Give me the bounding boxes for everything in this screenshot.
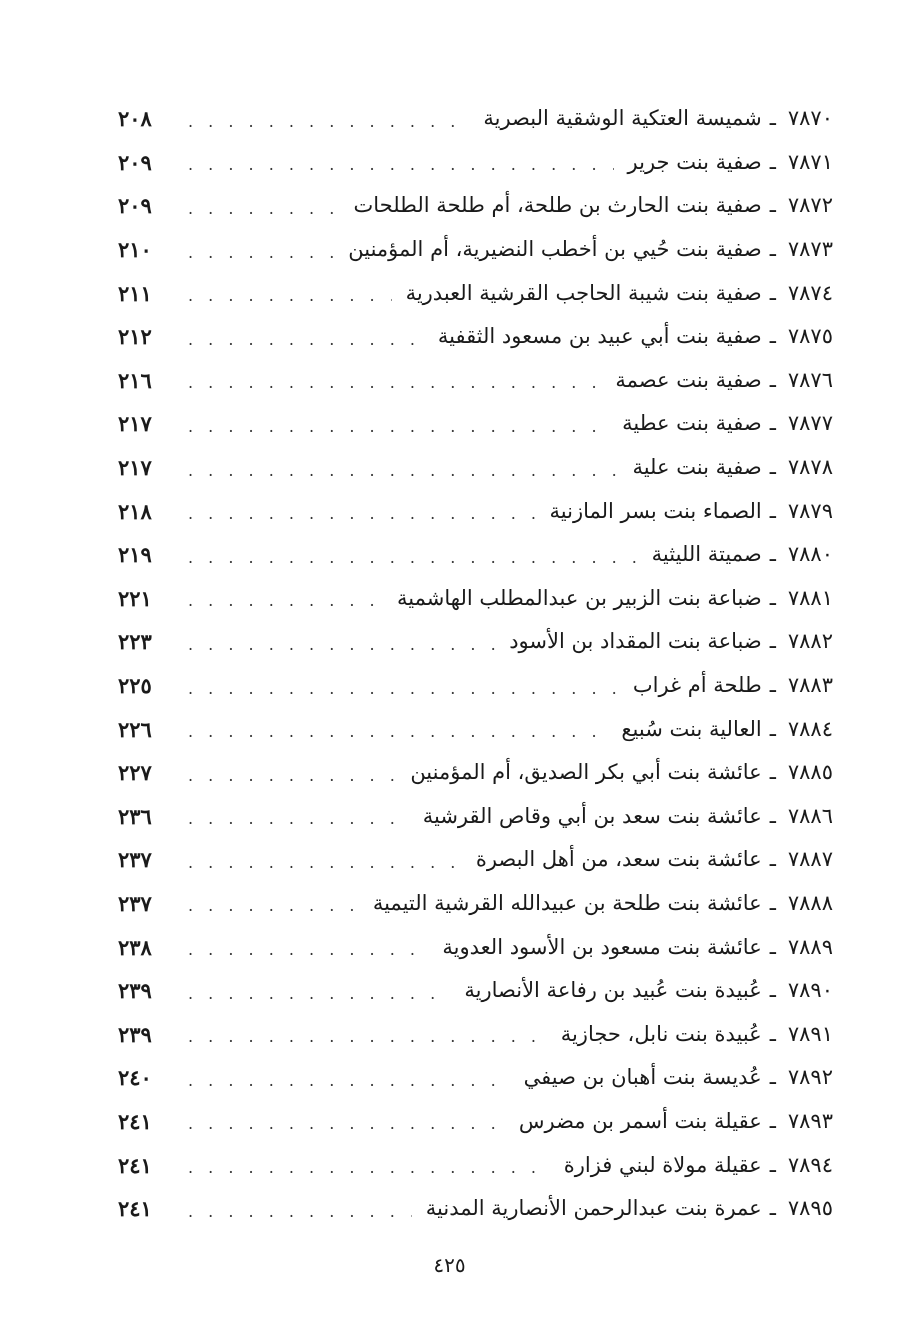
entry-title: عائشة بنت أبي بكر الصديق، أم المؤمنين [410, 760, 762, 785]
entry-number: ٧٨٨٧ [787, 847, 833, 872]
dot-leader [188, 288, 392, 304]
entry-dash: ـ [769, 149, 776, 174]
entry-dash: ـ [769, 1021, 776, 1046]
entry-dash: ـ [769, 498, 776, 523]
entry-number: ٧٨٨٩ [787, 934, 833, 959]
entry-page-number: ٢١٧ [118, 411, 152, 437]
dot-leader [188, 506, 536, 522]
entry-dash: ـ [769, 760, 776, 785]
dot-leader [188, 114, 469, 130]
toc-entry [118, 751, 833, 795]
entry-number: ٧٨٨٨ [787, 890, 833, 915]
table-of-contents [118, 97, 833, 1230]
entry-title: صفية بنت عصمة [615, 367, 762, 392]
entry-page-number: ٢٢٧ [118, 760, 152, 786]
entry-dash: ـ [769, 411, 776, 436]
toc-entry [118, 141, 833, 185]
dot-leader [188, 637, 495, 653]
toc-entry [118, 446, 833, 490]
entry-page-number: ٢١٧ [118, 455, 152, 481]
toc-entry [118, 184, 833, 228]
entry-number: ٧٨٧٣ [787, 237, 833, 262]
dot-leader [188, 1073, 510, 1089]
entry-page-number: ٢٣٩ [118, 978, 152, 1004]
toc-entry [118, 925, 833, 969]
toc-entry [118, 1187, 833, 1231]
dot-leader [188, 986, 450, 1002]
entry-title: عائشة بنت مسعود بن الأسود العدوية [442, 934, 762, 959]
dot-leader [188, 1116, 505, 1132]
toc-entry [118, 1012, 833, 1056]
entry-number: ٧٨٧٤ [787, 280, 833, 305]
entry-page-number: ٢٢٦ [118, 716, 152, 742]
entry-dash: ـ [769, 585, 776, 610]
entry-title: ضباعة بنت المقداد بن الأسود [509, 629, 762, 654]
entry-dash: ـ [769, 106, 776, 131]
entry-number: ٧٨٧١ [787, 149, 833, 174]
entry-page-number: ٢٣٩ [118, 1021, 152, 1047]
entry-page-number: ٢٠٩ [118, 193, 152, 219]
toc-entry [118, 1100, 833, 1144]
entry-number: ٧٨٩٤ [787, 1152, 833, 1177]
entry-page-number: ٢٣٦ [118, 803, 152, 829]
entry-page-number: ٢١٢ [118, 324, 152, 350]
toc-entry [118, 359, 833, 403]
toc-entry [118, 1143, 833, 1187]
entry-number: ٧٨٧٦ [787, 367, 833, 392]
entry-dash: ـ [769, 673, 776, 698]
toc-entry [118, 664, 833, 708]
entry-title: طلحة أم غراب [632, 673, 762, 698]
entry-page-number: ٢٠٩ [118, 149, 152, 175]
entry-page-number: ٢١٦ [118, 367, 152, 393]
entry-title: صفية بنت علية [632, 455, 762, 480]
entry-title: صفية بنت حُيي بن أخطب النضيرية، أم المؤمنين [348, 237, 762, 262]
entry-title: عقيلة مولاة لبني فزارة [563, 1152, 762, 1177]
entry-title: عمرة بنت عبدالرحمن الأنصارية المدنية [425, 1196, 762, 1221]
dot-leader [188, 593, 383, 609]
toc-entry [118, 228, 833, 272]
entry-page-number: ٢٠٨ [118, 106, 152, 132]
toc-entry [118, 882, 833, 926]
entry-page-number: ٢٣٧ [118, 890, 152, 916]
dot-leader [188, 550, 638, 566]
toc-entry [118, 795, 833, 839]
dot-leader [188, 768, 396, 784]
entry-dash: ـ [769, 237, 776, 262]
entry-dash: ـ [769, 934, 776, 959]
entry-number: ٧٨٩١ [787, 1021, 833, 1046]
toc-entry [118, 838, 833, 882]
dot-leader [188, 1029, 547, 1045]
entry-page-number: ٢٤١ [118, 1196, 152, 1222]
dot-leader [188, 855, 462, 871]
entry-page-number: ٢٣٨ [118, 934, 152, 960]
entry-dash: ـ [769, 1196, 776, 1221]
toc-entry [118, 402, 833, 446]
entry-number: ٧٨٨٥ [787, 760, 833, 785]
entry-dash: ـ [769, 1065, 776, 1090]
dot-leader [188, 419, 608, 435]
dot-leader [188, 157, 614, 173]
toc-entry [118, 489, 833, 533]
entry-dash: ـ [769, 847, 776, 872]
entry-number: ٧٨٧٩ [787, 498, 833, 523]
entry-number: ٧٨٨١ [787, 585, 833, 610]
entry-page-number: ٢٢٣ [118, 629, 152, 655]
toc-entry [118, 969, 833, 1013]
entry-number: ٧٨٧٧ [787, 411, 833, 436]
entry-title: عائشة بنت طلحة بن عبيدالله القرشية التيمية [372, 890, 762, 915]
entry-dash: ـ [769, 716, 776, 741]
entry-dash: ـ [769, 803, 776, 828]
dot-leader [188, 811, 409, 827]
dot-leader [188, 1160, 550, 1176]
entry-number: ٧٨٩٢ [787, 1065, 833, 1090]
entry-page-number: ٢٢١ [118, 585, 152, 611]
toc-entry [118, 315, 833, 359]
entry-dash: ـ [769, 455, 776, 480]
entry-dash: ـ [769, 193, 776, 218]
dot-leader [188, 942, 428, 958]
entry-title: عقيلة بنت أسمر بن مضرس [518, 1108, 762, 1133]
entry-page-number: ٢١٨ [118, 498, 152, 524]
entry-page-number: ٢٤١ [118, 1108, 152, 1134]
entry-title: صفية بنت الحارث بن طلحة، أم طلحة الطلحات [353, 193, 762, 218]
entry-title: صفية بنت جرير [627, 149, 762, 174]
dot-leader [188, 681, 619, 697]
entry-page-number: ٢٣٧ [118, 847, 152, 873]
toc-entry [118, 1056, 833, 1100]
entry-number: ٧٨٧٢ [787, 193, 833, 218]
entry-title: عائشة بنت سعد، من أهل البصرة [475, 847, 762, 872]
toc-entry [118, 707, 833, 751]
toc-entry [118, 271, 833, 315]
dot-leader [188, 332, 424, 348]
entry-page-number: ٢١٩ [118, 542, 152, 568]
toc-entry [118, 577, 833, 621]
entry-number: ٧٨٨٣ [787, 673, 833, 698]
entry-title: صفية بنت شيبة الحاجب القرشية العبدرية [405, 280, 762, 305]
entry-dash: ـ [769, 280, 776, 305]
entry-number: ٧٨٨٦ [787, 803, 833, 828]
page-folio-number: ٤٢٥ [433, 1253, 466, 1277]
entry-title: صفية بنت أبي عبيد بن مسعود الثقفية [437, 324, 762, 349]
toc-entry [118, 620, 833, 664]
entry-dash: ـ [769, 978, 776, 1003]
entry-dash: ـ [769, 890, 776, 915]
entry-title: ضباعة بنت الزبير بن عبدالمطلب الهاشمية [397, 585, 762, 610]
entry-title: عُبيدة بنت نابل، حجازية [560, 1021, 762, 1046]
entry-number: ٧٨٩٠ [787, 978, 833, 1003]
entry-page-number: ٢٤١ [118, 1152, 152, 1178]
entry-page-number: ٢١١ [118, 280, 152, 306]
entry-dash: ـ [769, 1152, 776, 1177]
toc-entry [118, 533, 833, 577]
dot-leader [188, 201, 340, 217]
entry-page-number: ٢٤٠ [118, 1065, 152, 1091]
entry-number: ٧٨٨٠ [787, 542, 833, 567]
dot-leader [188, 724, 607, 740]
entry-number: ٧٨٨٢ [787, 629, 833, 654]
entry-number: ٧٨٧٨ [787, 455, 833, 480]
entry-title: الصماء بنت بسر المازنية [549, 498, 762, 523]
entry-number: ٧٨٧٠ [787, 106, 833, 131]
entry-number: ٧٨٩٥ [787, 1196, 833, 1221]
entry-title: عُديسة بنت أهبان بن صيفي [523, 1065, 762, 1090]
dot-leader [188, 245, 334, 261]
entry-title: شميسة العتكية الوشقية البصرية [483, 106, 762, 131]
entry-title: عائشة بنت سعد بن أبي وقاص القرشية [422, 803, 762, 828]
entry-dash: ـ [769, 542, 776, 567]
dot-leader [188, 375, 601, 391]
entry-dash: ـ [769, 1108, 776, 1133]
entry-dash: ـ [769, 324, 776, 349]
entry-number: ٧٨٨٤ [787, 716, 833, 741]
entry-page-number: ٢١٠ [118, 237, 152, 263]
entry-title: صفية بنت عطية [622, 411, 762, 436]
entry-title: العالية بنت سُبيع [621, 716, 762, 741]
entry-number: ٧٨٧٥ [787, 324, 833, 349]
entry-number: ٧٨٩٣ [787, 1108, 833, 1133]
entry-title: صميتة الليثية [651, 542, 762, 567]
entry-title: عُبيدة بنت عُبيد بن رفاعة الأنصارية [464, 978, 762, 1003]
dot-leader [188, 898, 359, 914]
entry-dash: ـ [769, 629, 776, 654]
toc-entry [118, 97, 833, 141]
entry-page-number: ٢٢٥ [118, 673, 152, 699]
dot-leader [188, 463, 618, 479]
dot-leader [188, 1204, 412, 1220]
entry-dash: ـ [769, 367, 776, 392]
